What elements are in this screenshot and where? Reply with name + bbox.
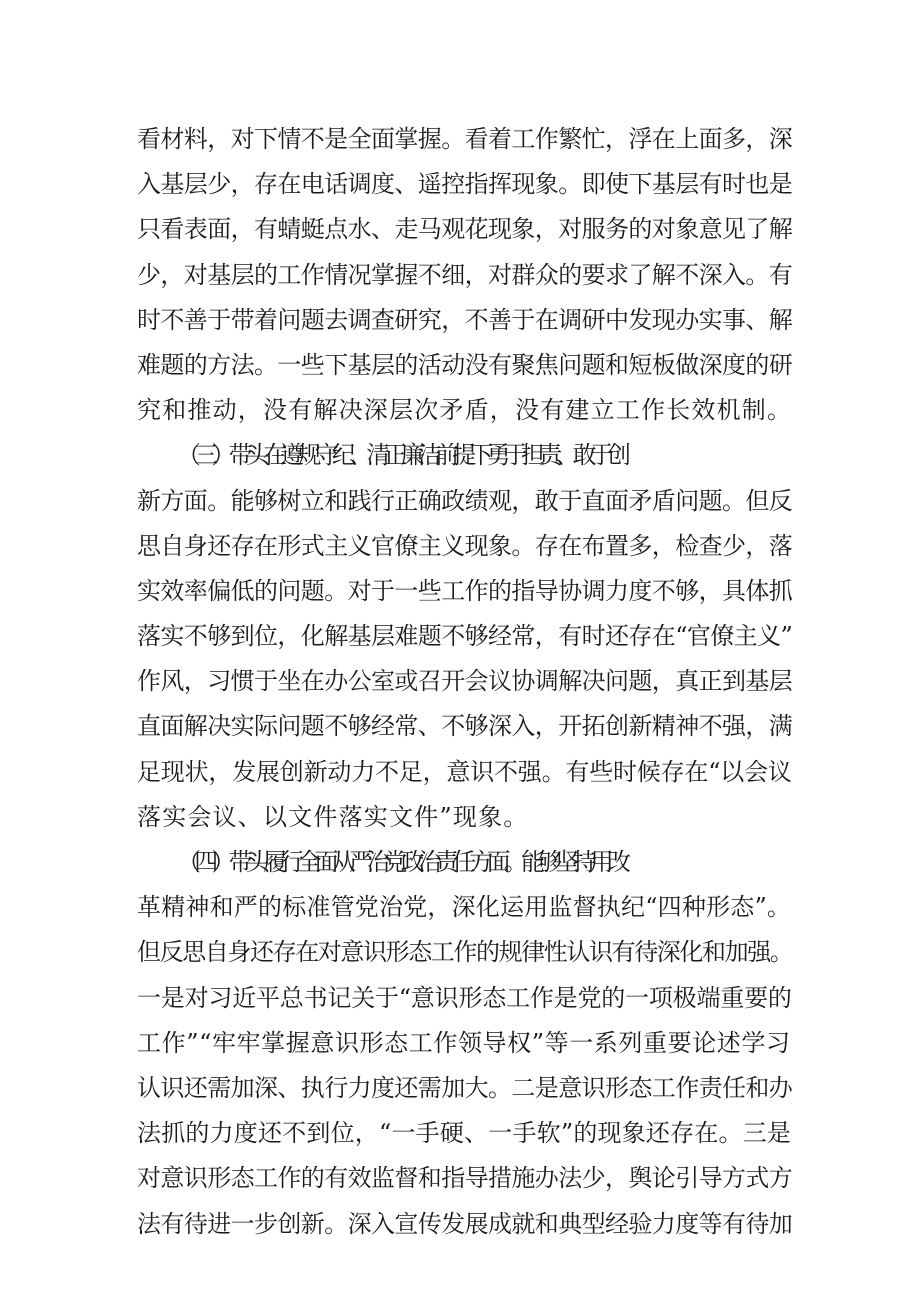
- text-line: 法有待进一步创新。深入宣传发展成就和典型经验力度等有待加: [137, 1209, 793, 1238]
- text-line: 新方面。能够树立和践行正确政绩观，敢于直面矛盾问题。但反: [137, 486, 793, 515]
- text-line: 只看表面，有蜻蜓点水、走马观花现象，对服务的对象意见了解: [137, 215, 793, 244]
- text-line: 直面解决实际问题不够经常、不够深入，开拓创新精神不强，满: [137, 712, 793, 741]
- text-line: 少，对基层的工作情况掌握不细，对群众的要求了解不深入。有: [137, 260, 793, 289]
- text-line: 法抓的力度还不到位，“一手硬、一手软”的现象还存在。三是: [137, 1119, 792, 1148]
- text-line: 工作”“牢牢掌握意识形态工作领导权”等一系列重要论述学习: [137, 1028, 791, 1057]
- text-line: 入基层少，存在电话调度、遥控指挥现象。即使下基层有时也是: [137, 170, 793, 199]
- text-line: 时不善于带着问题去调查研究，不善于在调研中发现办实事、解: [137, 305, 793, 334]
- text-line: 足现状，发展创新动力不足，意识不强。有些时候存在“以会议: [137, 757, 792, 786]
- text-line: 认识还需加深、执行力度还需加大。二是意识形态工作责任和办: [137, 1073, 793, 1102]
- text-line: 究和推动，没有解决深层次矛盾，没有建立工作长效机制。: [137, 396, 793, 425]
- text-line: 实效率偏低的问题。对于一些工作的指导协调力度不够，具体抓: [137, 576, 793, 605]
- text-line: 革精神和严的标准管党治党，深化运用监督执纪“四种形态”。: [137, 893, 792, 922]
- text-line: 但反思自身还存在对意识形态工作的规律性认识有待深化和加强。: [137, 938, 793, 967]
- text-line: 落实不够到位，化解基层难题不够经常，有时还存在“官僚主义”: [137, 622, 793, 651]
- text-line: 看材料，对下情不是全面掌握。看着工作繁忙，浮在上面多，深: [137, 125, 793, 153]
- document-body: [137, 117, 793, 1247]
- text-line: 作风，习惯于坐在办公室或召开会议协调解决问题，真正到基层: [137, 667, 793, 696]
- text-line: 对意识形态工作的有效监督和指导措施办法少，舆论引导方式方: [137, 1164, 793, 1193]
- text-line: 思自身还存在形式主义官僚主义现象。存在布置多，检查少，落: [137, 531, 793, 560]
- section-heading-four: （四）带头履行全面从严治党政治责任方面。能够坚持用改: [177, 848, 625, 876]
- text-line: 一是对习近平总书记关于“意识形态工作是党的一项极端重要的: [137, 983, 792, 1012]
- text-line: 难题的方法。一些下基层的活动没有聚焦问题和短板做深度的研: [137, 350, 793, 379]
- section-heading-three: （三）带头在遵规守纪、清正廉洁前提下勇于担责、敢于创: [177, 441, 625, 470]
- text-line: 落实会议、以文件落实文件”现象。: [137, 802, 529, 831]
